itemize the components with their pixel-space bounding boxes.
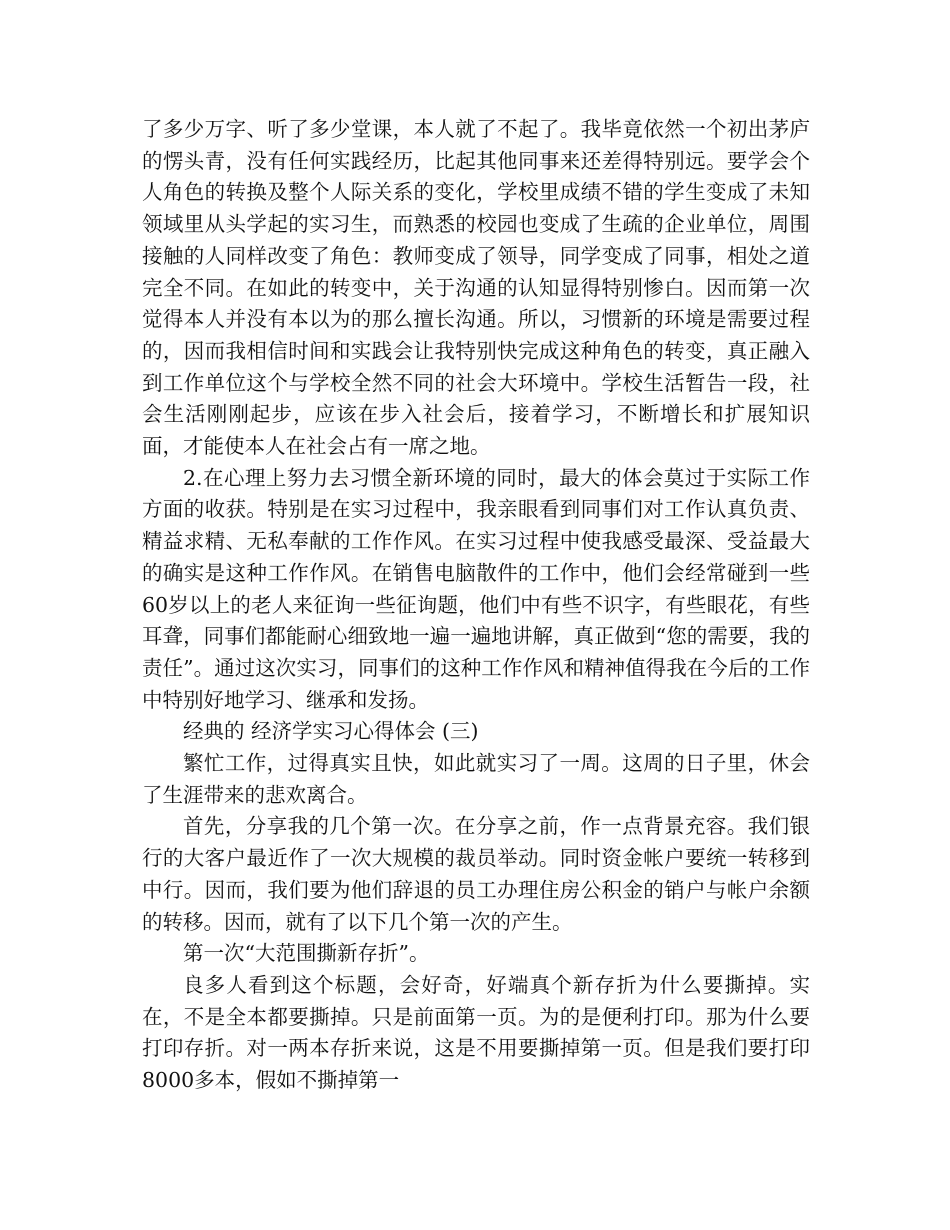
section-heading: 经典的 经济学实习心得体会 (三) <box>183 719 479 744</box>
paragraph-busy-week: 繁忙工作，过得真实且快，如此就实习了一周。这周的日子里，休会了生涯带来的悲欢离合。 <box>142 751 810 807</box>
paragraph-first-times: 首先，分享我的几个第一次。在分享之前，作一点背景充容。我们银行的大客户最近作了一次大规模的裁员举动。同时资金帐户要统一转移到中行。因而，我们要为他们辞退的员工办理住房公积金的销户与帐户余额的转移。因而，就有了以下几个第一次的产生。 <box>142 814 810 934</box>
paragraph-passbook: 良多人看到这个标题，会好奇，好端真个新存折为什么要撕掉。实在，不是全本都要撕掉。只是前面第一页。为的是便利打印。那为什么要打印存折。对一两本存折来说，这是不用要撕掉第一页。但是我们要打印8000多本，假如不撕掉第一 <box>142 972 810 1093</box>
paragraph-work-experience: 2.在心理上努力去习惯全新环境的同时，最大的体会莫过于实际工作方面的收获。特别是在实习过程中，我亲眼看到同事们对工作认真负责、精益求精、无私奉献的工作作风。在实习过程中使我感受最深、受益最大的确实是这种工作作风。在销售电脑散件的工作中，他们会经常碰到一些60岁以上的老人来征询一些征询题，他们中有些不识字，有些眼花，有些耳聋，同事们都能耐心细致地一遍一遍地讲解，真正做到“您的需要，我的责任”。通过这次实习，同事们的这种工作作风和精神值得我在今后的工作中特别好地学习、继承和发扬。 <box>142 465 810 712</box>
document-page <box>142 114 810 1097</box>
paragraph-continued: 了多少万字、听了多少堂课，本人就了不起了。我毕竟依然一个初出茅庐的愣头青，没有任何实践经历，比起其他同事来还差得特别远。要学会个人角色的转换及整个人际关系的变化，学校里成绩不错的学生变成了未知领域里从头学起的实习生，而熟悉的校园也变成了生疏的企业单位，周围接触的人同样改变了角色：教师变成了领导，同学变成了同事，相处之道完全不同。在如此的转变中，关于沟通的认知显得特别惨白。因而第一次觉得本人并没有本以为的那么擅长沟通。所以，习惯新的环境是需要过程的，因而我相信时间和实践会让我特别快完成这种角色的转变，真正融入到工作单位这个与学校全然不同的社会大环境中。学校生活暂告一段，社会生活刚刚起步，应该在步入社会后，接着学习，不断增长和扩展知识面，才能使本人在社会占有一席之地。 <box>142 117 810 459</box>
paragraph-subheading: 第一次“大范围撕新存折”。 <box>183 941 430 966</box>
